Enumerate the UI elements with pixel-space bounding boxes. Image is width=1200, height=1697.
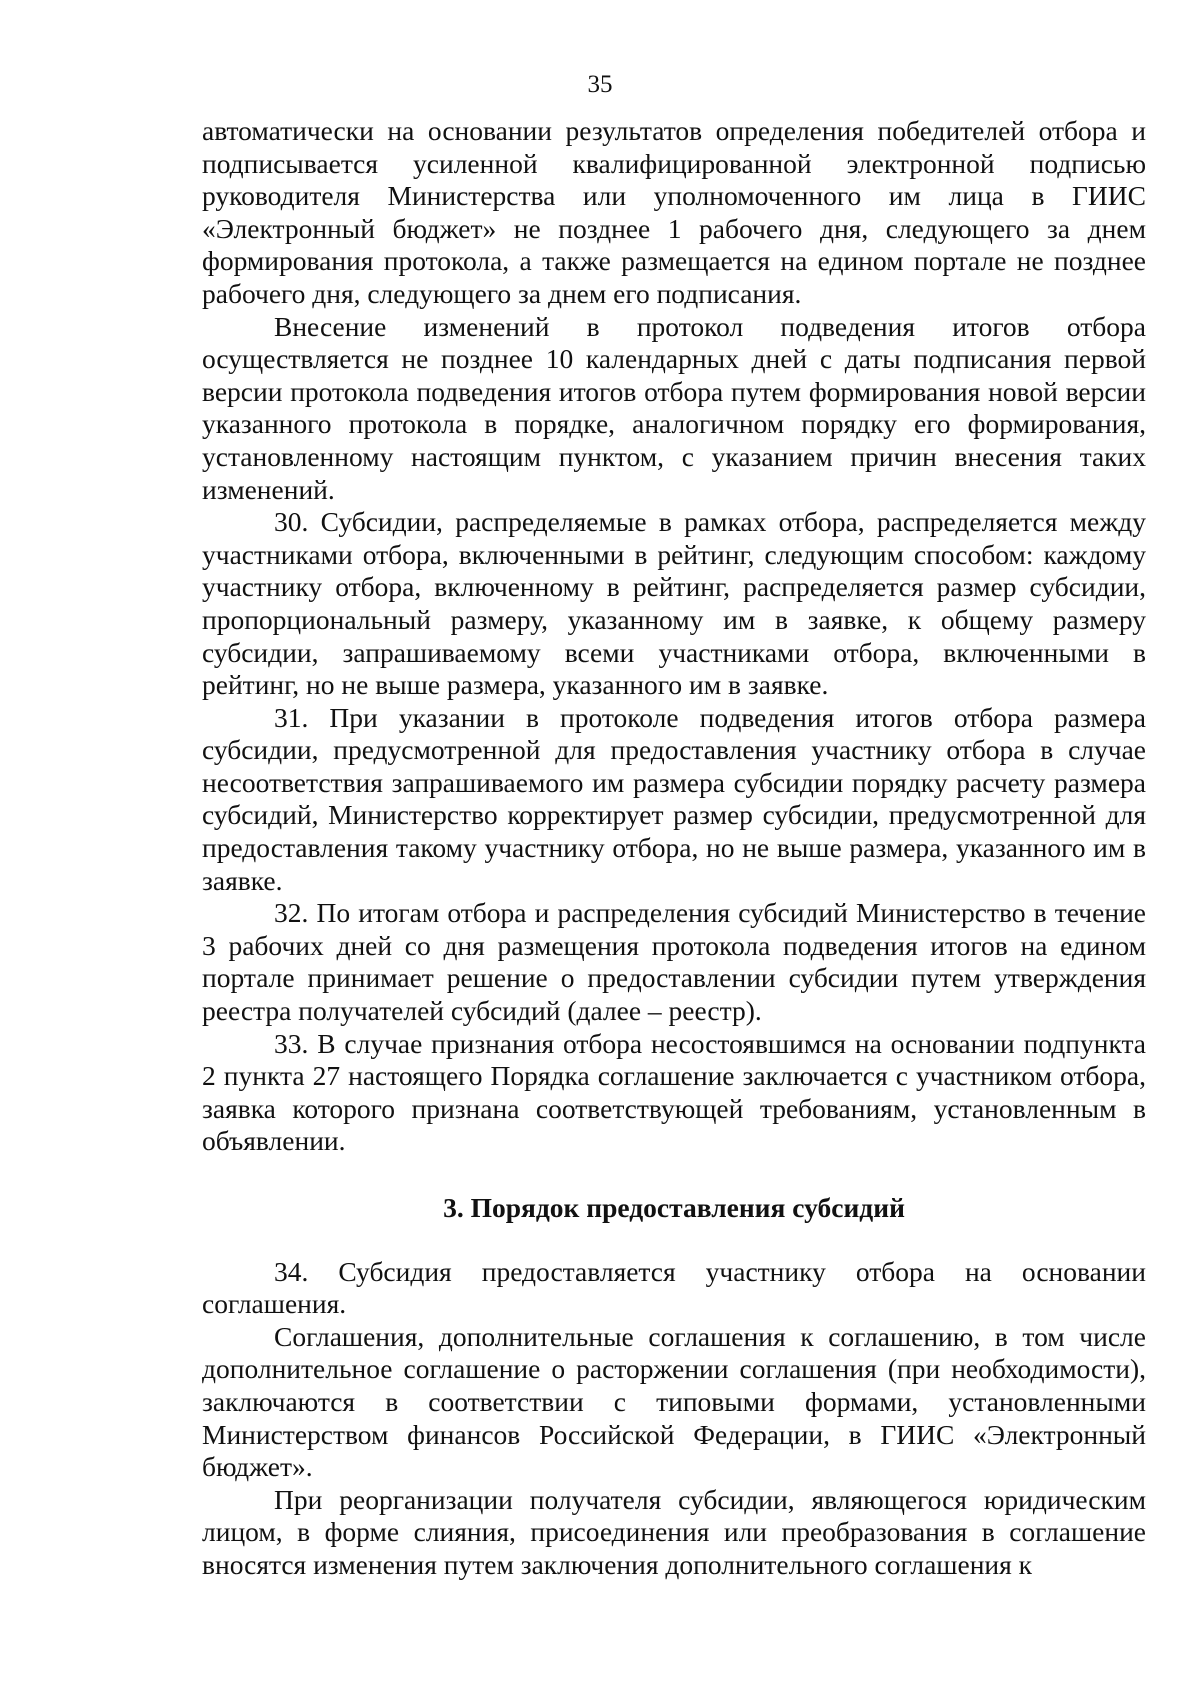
page-number: 35 xyxy=(587,71,613,98)
paragraph-reorganization: При реорганизации получателя субсидии, являющегося юридическим лицом, в форме слияния, присоединения или преобразования в соглашение вносятся изменения путем заключения дополнительного соглашения к xyxy=(202,1483,1146,1580)
paragraph-continuation: автоматически на основании результатов определения победителей отбора и подписывается усиленной квалифицированной электронной подписью руководителя Министерства или уполномоченного им лица в ГИИС «Электронный бюджет» не позднее 1 рабочего дня, следующего за днем формирования протокола, а также размещается на едином портале не позднее рабочего дня, следующего за днем его подписания. xyxy=(202,115,1146,309)
paragraph-item-32: 32. По итогам отбора и распределения субсидий Министерство в течение 3 рабочих дней со дня размещения протокола подведения итогов на едином портале принимает решение о предоставлении субсидии путем утверждения реестра получателей субсидий (далее – реестр). xyxy=(202,897,1146,1027)
paragraph-item-30: 30. Субсидии, распределяемые в рамках отбора, распределяется между участниками отбора, включенными в рейтинг, следующим способом: каждому участнику отбора, включенному в рейтинг, распределяется размер субсидии, пропорциональный размеру, указанному им в заявке, к общему размеру субсидии, запрашиваемому всеми участниками отбора, включенными в рейтинг, но не выше размера, указанного им в заявке. xyxy=(202,506,1146,701)
paragraph-item-34: 34. Субсидия предоставляется участнику отбора на основании соглашения. xyxy=(202,1255,1146,1320)
paragraph-item-31: 31. При указании в протоколе подведения итогов отбора размера субсидии, предусмотренной для предоставления участнику отбора в случае несоответствия запрашиваемого им размера субсидии порядку расчету размера субсидий, Министерство корректирует размер субсидии, предусмотренной для предоставления такому участнику отбора, но не выше размера, указанного им в заявке. xyxy=(202,701,1146,896)
paragraph-agreements: Соглашения, дополнительные соглашения к соглашению, в том числе дополнительное соглашение о расторжении соглашения (при необходимости), заключаются в соответствии с типовыми формами, установленными Министерством финансов Российской Федерации, в ГИИС «Электронный бюджет». xyxy=(202,1320,1146,1483)
paragraph-protocol-changes: Внесение изменений в протокол подведения итогов отбора осуществляется не позднее 10 календарных дней с даты подписания первой версии протокола подведения итогов отбора путем формирования новой версии указанного протокола в порядке, аналогичном порядку его формирования, установленному настоящим пунктом, с указанием причин внесения таких изменений. xyxy=(202,310,1146,505)
paragraph-item-33: 33. В случае признания отбора несостоявшимся на основании подпункта 2 пункта 27 настоящего Порядка соглашение заключается с участником отбора, заявка которого признана соответствующей требованиям, установленным в объявлении. xyxy=(202,1027,1146,1157)
section-heading: 3. Порядок предоставления субсидий xyxy=(443,1192,905,1223)
document-body xyxy=(202,115,1146,1582)
